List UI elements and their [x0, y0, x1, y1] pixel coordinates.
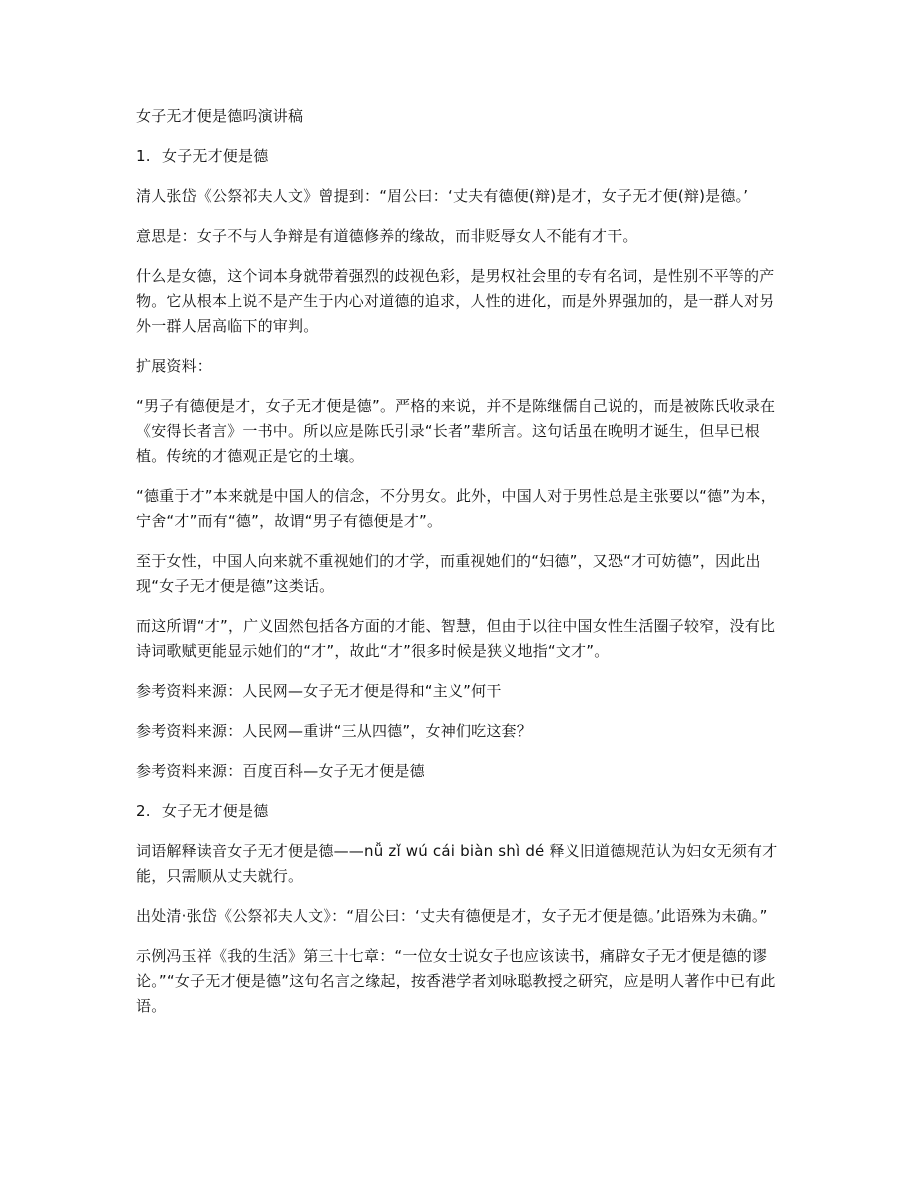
paragraph: “男子有德便是才，女子无才便是德”。严格的来说，并不是陈继儒自己说的，而是被陈氏收录在《安得长者言》一书中。所以应是陈氏引录“长者”辈所言。这句话虽在晚明才诞生，但早已根植。传统的才德观正是它的土壤。 — [136, 397, 776, 465]
reference-line: 参考资料来源：人民网—重讲“三从四德”，女神们吃这套？ — [136, 722, 532, 740]
paragraph: 示例冯玉祥《我的生活》第三十七章：“一位女士说女子也应该读书，痛辟女子无才便是德的谬论。”“女子无才便是德”这句名言之缘起，按香港学者刘咏聪教授之研究，应是明人著作中已有此语。 — [136, 947, 776, 1015]
section-title: 女子无才便是德 — [162, 802, 269, 820]
paragraph: 至于女性，中国人向来就不重视她们的才学，而重视她们的“妇德”，又恐“才可妨德”，因此出现“女子无才便是德”这类话。 — [136, 552, 761, 595]
section-heading-2 — [136, 799, 784, 824]
section-number: 1. — [136, 147, 151, 165]
paragraph: 意思是：女子不与人争辩是有道德修养的缘故，而非贬辱女人不能有才干。 — [136, 227, 638, 245]
paragraph: 而这所谓“才”，广义固然包括各方面的才能、智慧，但由于以往中国女性生活圈子较窄，没有比诗词歌赋更能显示她们的“才”，故此“才”很多时候是狭义地指“文才”。 — [136, 617, 776, 660]
paragraph: 词语解释读音女子无才便是德——nǚ zǐ wú cái biàn shì dé 释义旧道德规范认为妇女无须有才能，只需顺从丈夫就行。 — [136, 842, 778, 885]
section-title: 女子无才便是德 — [162, 147, 269, 165]
paragraph: 什么是女德，这个词本身就带着强烈的歧视色彩，是男权社会里的专有名词，是性别不平等的产物。它从根本上说不是产生于内心对道德的追求，人性的进化，而是外界强加的，是一群人对另外一群人居高临下的审判。 — [136, 267, 775, 335]
paragraph: 出处清·张岱《公祭祁夫人文》：“眉公曰：‘丈夫有德便是才，女子无才便是德。’此语殊为未确。” — [136, 907, 768, 925]
section-heading-1 — [136, 144, 784, 169]
reference-line: 参考资料来源：百度百科—女子无才便是德 — [136, 762, 425, 780]
paragraph: 清人张岱《公祭祁夫人文》曾提到：“眉公曰：‘丈夫有德便(辩)是才，女子无才便(辩)是德。’ — [136, 187, 749, 205]
section-number: 2. — [136, 802, 151, 820]
paragraph: 扩展资料： — [136, 357, 213, 375]
paragraph: “德重于才”本来就是中国人的信念，不分男女。此外，中国人对于男性总是主张要以“德”为本，宁舍“才”而有“德”，故谓“男子有德便是才”。 — [136, 487, 776, 530]
document-title: 女子无才便是德吗演讲稿 — [136, 107, 304, 125]
document-page — [136, 104, 784, 1034]
reference-line: 参考资料来源：人民网—女子无才便是得和“主义”何干 — [136, 682, 502, 700]
